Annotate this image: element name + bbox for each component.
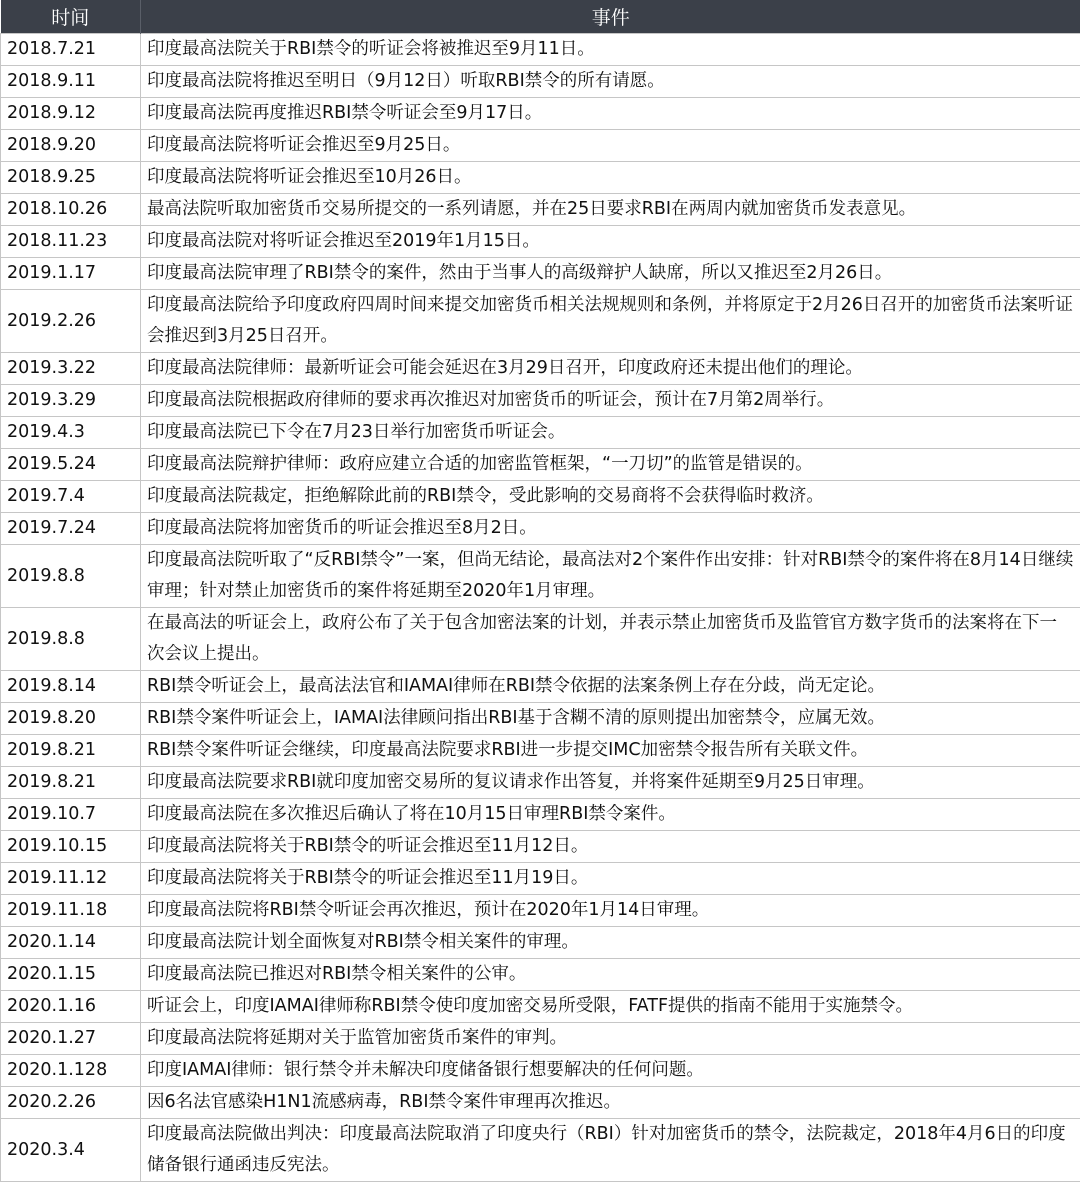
table-row xyxy=(1,226,1080,258)
table-row xyxy=(1,799,1080,831)
table-row xyxy=(1,959,1080,991)
date-cell: 2019.10.15 xyxy=(1,831,141,863)
event-cell: 印度最高法院律师：最新听证会可能会延迟在3月29日召开，印度政府还未提出他们的理论。 xyxy=(141,353,1080,385)
event-cell: 听证会上，印度IAMAI律师称RBI禁令使印度加密交易所受限，FATF提供的指南不能用于实施禁令。 xyxy=(141,991,1080,1023)
table-row xyxy=(1,831,1080,863)
date-cell: 2019.8.21 xyxy=(1,767,141,799)
date-cell: 2019.5.24 xyxy=(1,449,141,481)
event-cell: 印度最高法院已下令在7月23日举行加密货币听证会。 xyxy=(141,417,1080,449)
date-cell: 2020.1.27 xyxy=(1,1023,141,1055)
date-cell: 2019.11.18 xyxy=(1,895,141,927)
date-cell: 2020.2.26 xyxy=(1,1087,141,1119)
event-cell: 印度最高法院关于RBI禁令的听证会将被推迟至9月11日。 xyxy=(141,34,1080,66)
table-row xyxy=(1,1023,1080,1055)
table-row xyxy=(1,194,1080,226)
event-cell: RBI禁令听证会上，最高法法官和IAMAI律师在RBI禁令依据的法案条例上存在分歧，尚无定论。 xyxy=(141,671,1080,703)
table-body xyxy=(1,34,1080,1182)
date-cell: 2018.7.21 xyxy=(1,34,141,66)
event-cell: RBI禁令案件听证会继续，印度最高法院要求RBI进一步提交IMC加密禁令报告所有关联文件。 xyxy=(141,735,1080,767)
table-row xyxy=(1,545,1080,608)
table-row xyxy=(1,671,1080,703)
table-row xyxy=(1,258,1080,290)
table-row xyxy=(1,66,1080,98)
table-row xyxy=(1,608,1080,671)
event-cell: 印度最高法院根据政府律师的要求再次推迟对加密货币的听证会，预计在7月第2周举行。 xyxy=(141,385,1080,417)
date-cell: 2019.11.12 xyxy=(1,863,141,895)
event-cell: 印度最高法院计划全面恢复对RBI禁令相关案件的审理。 xyxy=(141,927,1080,959)
table-row xyxy=(1,385,1080,417)
event-cell: 印度最高法院再度推迟RBI禁令听证会至9月17日。 xyxy=(141,98,1080,130)
date-cell: 2020.1.14 xyxy=(1,927,141,959)
date-cell: 2019.2.26 xyxy=(1,290,141,353)
event-cell: 印度最高法院审理了RBI禁令的案件，然由于当事人的高级辩护人缺席，所以又推迟至2月26日。 xyxy=(141,258,1080,290)
date-cell: 2019.10.7 xyxy=(1,799,141,831)
event-cell: 印度最高法院辩护律师：政府应建立合适的加密监管框架，“一刀切”的监管是错误的。 xyxy=(141,449,1080,481)
event-cell: 在最高法的听证会上，政府公布了关于包含加密法案的计划，并表示禁止加密货币及监管官方数字货币的法案将在下一次会议上提出。 xyxy=(141,608,1080,671)
date-cell: 2019.8.21 xyxy=(1,735,141,767)
event-cell: 最高法院听取加密货币交易所提交的一系列请愿，并在25日要求RBI在两周内就加密货币发表意见。 xyxy=(141,194,1080,226)
table-row xyxy=(1,895,1080,927)
table-row xyxy=(1,991,1080,1023)
event-cell: RBI禁令案件听证会上，IAMAI法律顾问指出RBI基于含糊不清的原则提出加密禁令，应属无效。 xyxy=(141,703,1080,735)
date-cell: 2019.3.29 xyxy=(1,385,141,417)
date-cell: 2019.7.4 xyxy=(1,481,141,513)
table-row xyxy=(1,481,1080,513)
event-cell: 因6名法官感染H1N1流感病毒，RBI禁令案件审理再次推迟。 xyxy=(141,1087,1080,1119)
table-row xyxy=(1,863,1080,895)
table-row xyxy=(1,735,1080,767)
date-cell: 2019.4.3 xyxy=(1,417,141,449)
date-cell: 2018.9.12 xyxy=(1,98,141,130)
date-cell: 2020.1.15 xyxy=(1,959,141,991)
table-row xyxy=(1,34,1080,66)
date-cell: 2019.8.14 xyxy=(1,671,141,703)
event-cell: 印度最高法院要求RBI就印度加密交易所的复议请求作出答复，并将案件延期至9月25日审理。 xyxy=(141,767,1080,799)
event-cell: 印度最高法院裁定，拒绝解除此前的RBI禁令，受此影响的交易商将不会获得临时救济。 xyxy=(141,481,1080,513)
table-row xyxy=(1,130,1080,162)
table-header-row xyxy=(1,0,1080,34)
date-cell: 2019.7.24 xyxy=(1,513,141,545)
event-cell: 印度最高法院已推迟对RBI禁令相关案件的公审。 xyxy=(141,959,1080,991)
table-row xyxy=(1,1119,1080,1182)
table-row xyxy=(1,449,1080,481)
event-cell: 印度最高法院将关于RBI禁令的听证会推迟至11月19日。 xyxy=(141,863,1080,895)
table-row xyxy=(1,513,1080,545)
event-cell: 印度最高法院给予印度政府四周时间来提交加密货币相关法规规则和条例，并将原定于2月26日召开的加密货币法案听证会推迟到3月25日召开。 xyxy=(141,290,1080,353)
date-cell: 2019.8.8 xyxy=(1,608,141,671)
table-row xyxy=(1,767,1080,799)
table-row xyxy=(1,1087,1080,1119)
event-cell: 印度最高法院将关于RBI禁令的听证会推迟至11月12日。 xyxy=(141,831,1080,863)
event-cell: 印度最高法院做出判决：印度最高法院取消了印度央行（RBI）针对加密货币的禁令，法院裁定，2018年4月6日的印度储备银行通函违反宪法。 xyxy=(141,1119,1080,1182)
date-cell: 2020.3.4 xyxy=(1,1119,141,1182)
date-cell: 2020.1.128 xyxy=(1,1055,141,1087)
event-cell: 印度最高法院将加密货币的听证会推迟至8月2日。 xyxy=(141,513,1080,545)
header-time: 时间 xyxy=(1,0,141,34)
table-row xyxy=(1,162,1080,194)
date-cell: 2018.10.26 xyxy=(1,194,141,226)
table-row xyxy=(1,927,1080,959)
event-cell: 印度最高法院在多次推迟后确认了将在10月15日审理RBI禁令案件。 xyxy=(141,799,1080,831)
table-row xyxy=(1,1055,1080,1087)
date-cell: 2018.11.23 xyxy=(1,226,141,258)
event-cell: 印度IAMAI律师：银行禁令并未解决印度储备银行想要解决的任何问题。 xyxy=(141,1055,1080,1087)
table-row xyxy=(1,417,1080,449)
table-row xyxy=(1,353,1080,385)
event-cell: 印度最高法院将RBI禁令听证会再次推迟，预计在2020年1月14日审理。 xyxy=(141,895,1080,927)
date-cell: 2018.9.25 xyxy=(1,162,141,194)
event-cell: 印度最高法院对将听证会推迟至2019年1月15日。 xyxy=(141,226,1080,258)
date-cell: 2019.8.20 xyxy=(1,703,141,735)
date-cell: 2019.3.22 xyxy=(1,353,141,385)
date-cell: 2020.1.16 xyxy=(1,991,141,1023)
date-cell: 2019.1.17 xyxy=(1,258,141,290)
date-cell: 2018.9.11 xyxy=(1,66,141,98)
table-row xyxy=(1,98,1080,130)
event-cell: 印度最高法院将听证会推迟至9月25日。 xyxy=(141,130,1080,162)
event-cell: 印度最高法院听取了“反RBI禁令”一案，但尚无结论，最高法对2个案件作出安排：针对RBI禁令的案件将在8月14日继续审理；针对禁止加密货币的案件将延期至2020年1月审理。 xyxy=(141,545,1080,608)
date-cell: 2018.9.20 xyxy=(1,130,141,162)
event-cell: 印度最高法院将听证会推迟至10月26日。 xyxy=(141,162,1080,194)
event-cell: 印度最高法院将延期对关于监管加密货币案件的审判。 xyxy=(141,1023,1080,1055)
table-row xyxy=(1,703,1080,735)
date-cell: 2019.8.8 xyxy=(1,545,141,608)
header-event: 事件 xyxy=(141,0,1080,34)
table-row xyxy=(1,290,1080,353)
event-cell: 印度最高法院将推迟至明日（9月12日）听取RBI禁令的所有请愿。 xyxy=(141,66,1080,98)
